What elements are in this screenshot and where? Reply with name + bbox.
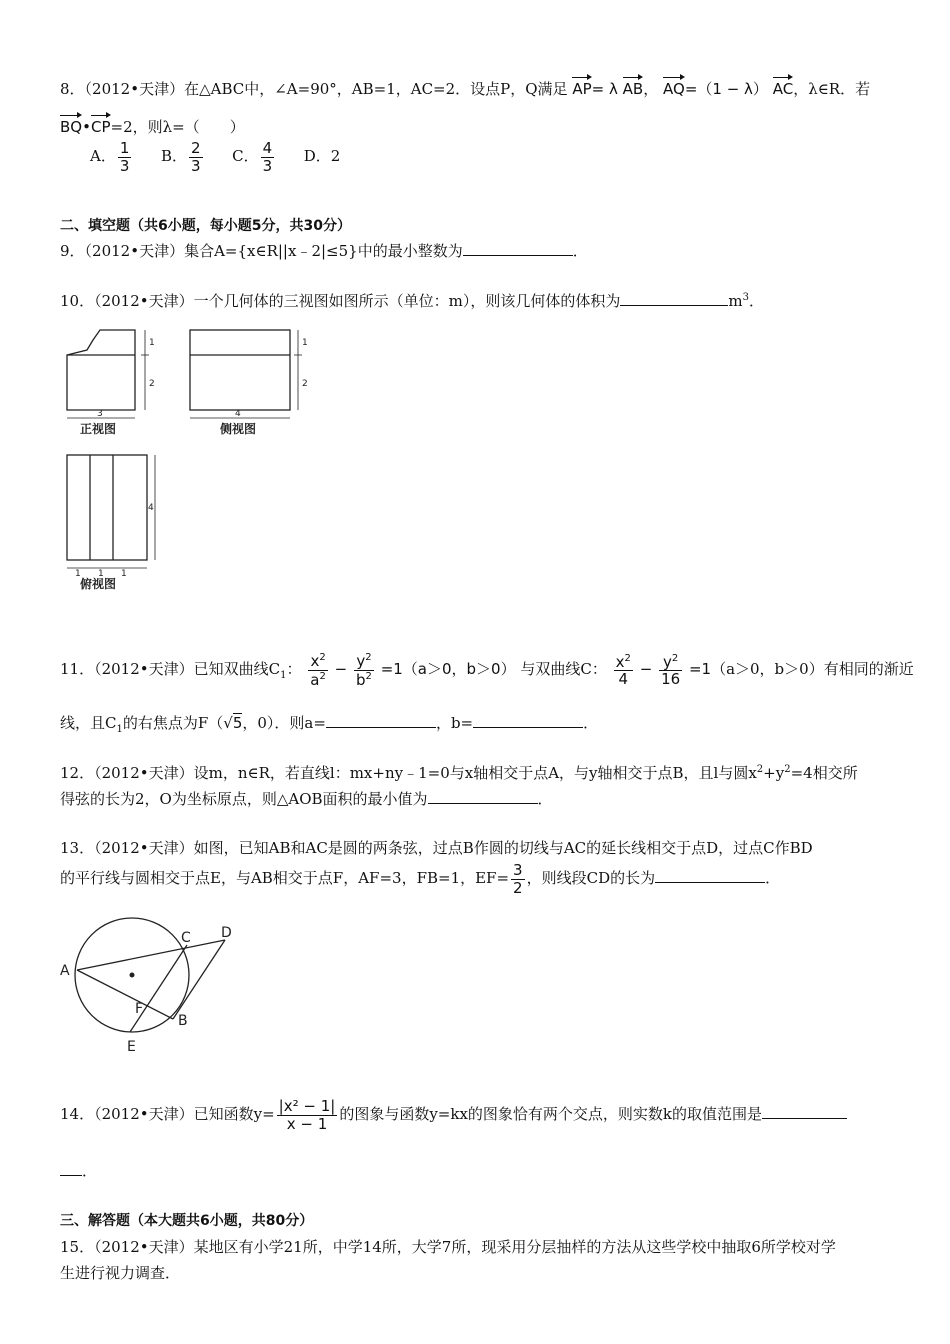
q13-line1: 13．（2012•天津）如图，已知AB和AC是圆的两条弦，过点B作圆的切线与AC的延长线相交于点D，过点C作BD xyxy=(60,839,813,857)
dim-label: 1 xyxy=(149,338,155,348)
answer-blank[interactable] xyxy=(463,241,573,256)
q11-line2: 线，且$C_1$的右焦点为F（√5，0）．则a= ，b= ． xyxy=(60,714,599,735)
answer-blank[interactable] xyxy=(620,291,728,306)
q14-line1: 14．（2012•天津）已知函数y= $\frac{\text{|x² − 1|}}{x - 1}$ 的图象与函数y=kx的图象恰有两个交点，则实数k的取值范围是 xyxy=(60,1098,847,1132)
answer-blank[interactable] xyxy=(428,789,538,804)
vector-ap: AP xyxy=(572,80,592,98)
dim-label: 4 xyxy=(235,409,241,419)
label-d: D xyxy=(221,925,232,941)
top-view-label: 俯视图 xyxy=(80,577,117,591)
dim-label: 3 xyxy=(97,409,103,419)
label-e: E xyxy=(127,1039,136,1055)
vector-ac: AC xyxy=(772,80,794,98)
q12-line2: 得弦的长为2，O为坐标原点，则△AOB面积的最小值为 ． xyxy=(60,790,553,808)
vector-bq: BQ xyxy=(60,118,83,136)
label-b: B xyxy=(178,1013,188,1029)
label-f: F xyxy=(135,1001,144,1017)
dim-label: 2 xyxy=(302,379,308,389)
q13-line2: 的平行线与圆相交于点E，与AB相交于点F，AF=3，FB=1，EF= $\frac{3}{2}$ ，则线段CD的长为 ． xyxy=(60,861,781,897)
label-a: A xyxy=(60,963,70,979)
answer-blank[interactable] xyxy=(655,868,765,883)
q8-line1: 8．（2012•天津）在△ABC中，∠A=90°，AB=1，AC=2．设点P，Q满足 AP= λ AB， AQ=（1 − λ） AC，λ∈R．若 xyxy=(60,80,871,98)
option-a[interactable]: A． $\frac{1}{3}$ xyxy=(90,139,130,175)
q8-line2: BQ•CP=2，则λ=（ ） xyxy=(60,118,245,136)
side-view-label: 侧视图 xyxy=(220,422,257,436)
answer-blank-a[interactable] xyxy=(326,713,436,728)
front-view-shape xyxy=(67,330,135,410)
side-view-shape xyxy=(190,330,290,410)
circle-figure xyxy=(55,915,255,1060)
vector-aq: AQ xyxy=(663,80,685,98)
top-view-shape xyxy=(67,455,147,560)
section-3-heading: 三、解答题（本大题共6小题，共80分） xyxy=(60,1213,314,1229)
q14-line2: ． xyxy=(60,1160,97,1181)
option-b[interactable]: B． $\frac{2}{3}$ xyxy=(160,139,201,175)
dim-label: 1 xyxy=(121,569,127,579)
three-view-figure xyxy=(55,320,315,600)
option-c[interactable]: C． $\frac{4}{3}$ xyxy=(232,139,273,175)
dim-label: 4 xyxy=(148,503,154,513)
dim-label: 1 xyxy=(75,569,81,579)
q15-line2: 生进行视力调查． xyxy=(60,1264,181,1282)
q9: 9．（2012•天津）集合A={x∈R||x﹣2|≤5}中的最小整数为 ． xyxy=(60,242,588,260)
q8-options xyxy=(90,140,340,174)
label-c: C xyxy=(181,930,191,946)
dim-label: 1 xyxy=(302,338,308,348)
dim-label: 1 xyxy=(98,569,104,579)
q15-line1: 15．（2012•天津）某地区有小学21所，中学14所，大学7所，现采用分层抽样的方法从这些学校中抽取6所学校对学 xyxy=(60,1238,836,1256)
vector-ab: AB xyxy=(622,80,644,98)
q11-line1: 11．（2012•天津）已知双曲线$C_1$： $\frac{x^2}{a^2}$ − $\frac{y^2}{b^2}$ =1（a＞0，b＞0） 与双曲线C： $\frac{x^2}{4}$ − $\frac{y^2}{16}$ =1（a＞0，b＞0）有相同的渐近 xyxy=(60,652,914,689)
center-point xyxy=(130,973,135,978)
dim-label: 2 xyxy=(149,379,155,389)
option-d[interactable]: D．2 xyxy=(303,147,341,165)
section-2-heading: 二、填空题（共6小题，每小题5分，共30分） xyxy=(60,218,351,234)
q10: 10．（2012•天津）一个几何体的三视图如图所示（单位：m），则该几何体的体积为 $m^3$． xyxy=(60,292,764,310)
answer-blank-b[interactable] xyxy=(473,713,583,728)
vector-cp: CP xyxy=(90,118,111,136)
answer-blank-cont[interactable] xyxy=(60,1161,82,1176)
answer-blank[interactable] xyxy=(762,1104,847,1119)
front-view-label: 正视图 xyxy=(80,422,117,436)
q12-line1: 12．（2012•天津）设m，n∈R，若直线l：mx+ny﹣1=0与x轴相交于点A，与y轴相交于点B，且l与圆$x^2+y^2=4$相交所 xyxy=(60,764,858,782)
